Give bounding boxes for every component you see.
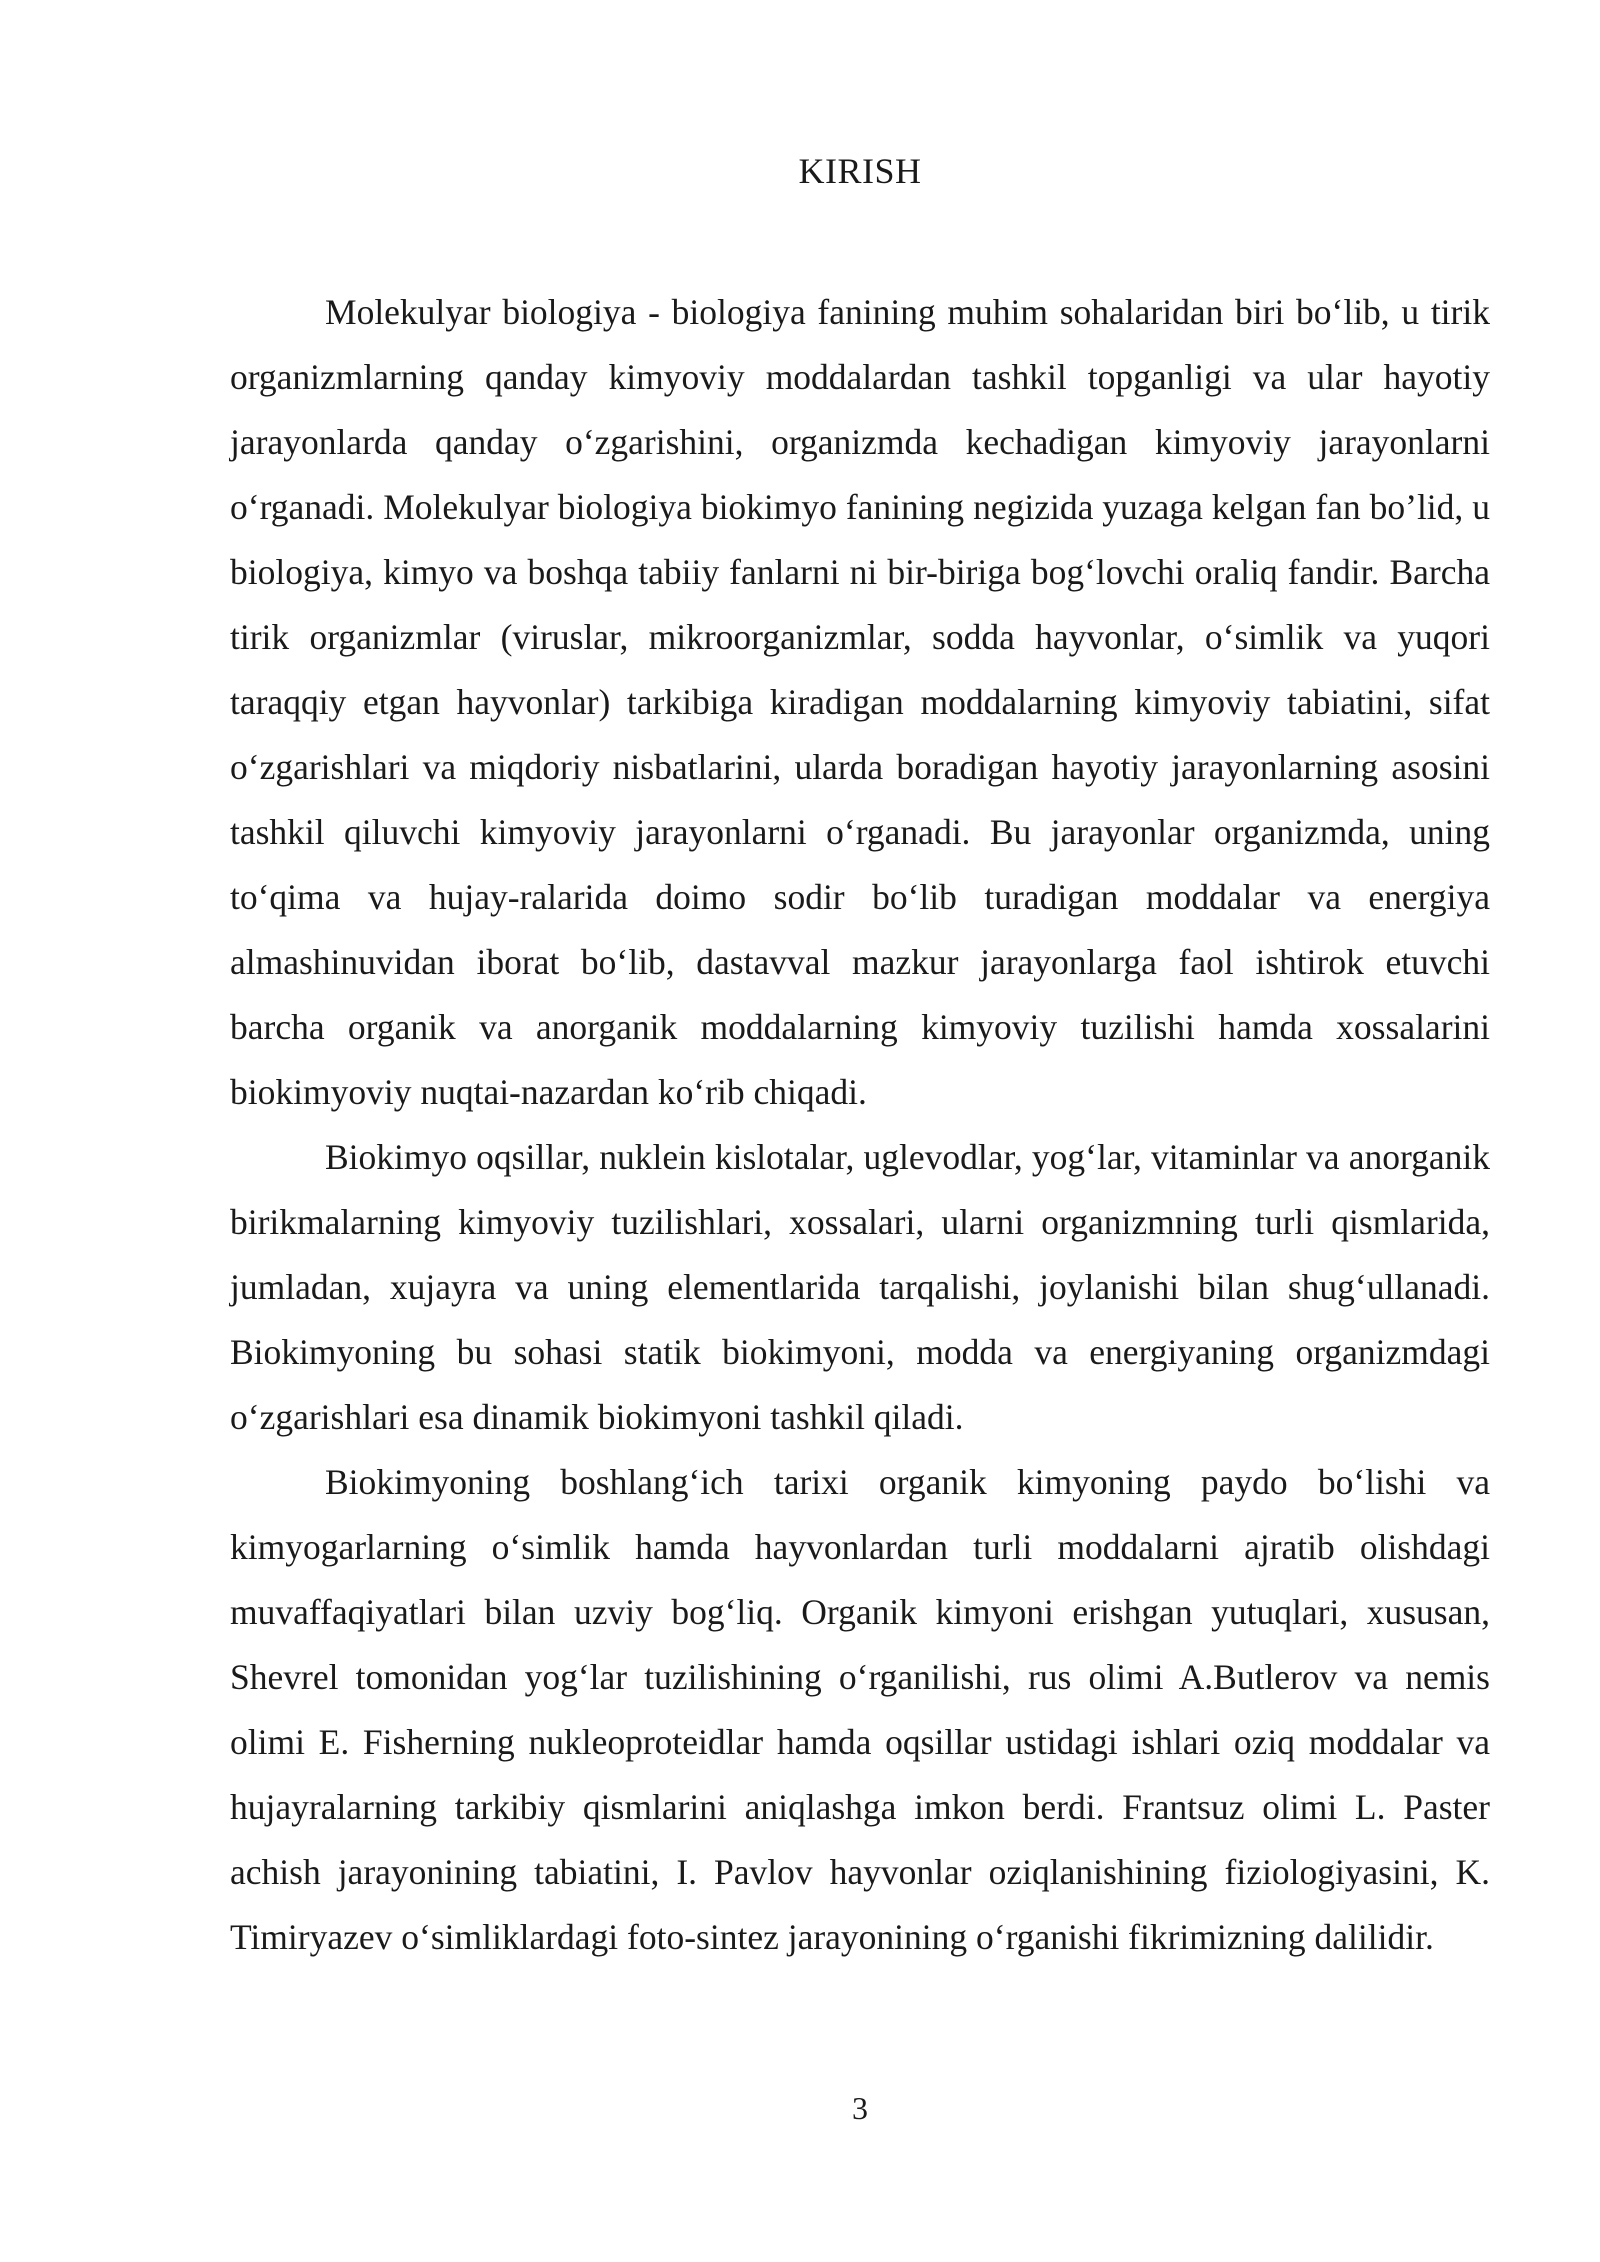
paragraph-2: Biokimyo oqsillar, nuklein kislotalar, uglevodlar, yog‘lar, vitaminlar va anorganik birikmalarning kimyoviy tuzilishlari, xossalari, ularni organizmning turli qismlarida, jumladan, xujayra va uning elementlarida tarqalishi, joylanishi bilan shug‘ullanadi. Biokimyoning bu sohasi statik biokimyoni, modda va energiyaning organizmdagi o‘zgarishlari esa dinamik biokimyoni tashkil qiladi. (230, 1137, 1490, 1437)
paragraph-3: Biokimyoning boshlang‘ich tarixi organik kimyoning paydo bo‘lishi va kimyogarlarning o‘simlik hamda hayvonlardan turli moddalarni ajratib olishdagi muvaffaqiyatlari bilan uzviy bog‘liq. Organik kimyoni erishgan yutuqlari, xususan, Shevrel tomonidan yog‘lar tuzilishining o‘rganilishi, rus olimi A.Butlerov va nemis olimi E. Fisherning nukleoproteidlar hamda oqsillar ustidagi ishlari oziq moddalar va hujayralarning tarkibiy qismlarini aniqlashga imkon berdi. Frantsuz olimi L. Paster achish jarayonining tabiatini, I. Pavlov hayvonlar oziqlanishining fiziologiyasini, K. Timiryazev o‘simliklardagi foto-sintez jarayonining o‘rganishi fikrimizning dalilidir. (230, 1462, 1490, 1957)
paragraph-1: Molekulyar biologiya - biologiya fanining muhim sohalaridan biri bo‘lib, u tirik organizmlarning qanday kimyoviy moddalardan tashkil topganligi va ular hayotiy jarayonlarda qanday o‘zgarishini, organizmda kechadigan kimyoviy jarayonlarni o‘rganadi. Molekulyar biologiya biokimyo fanining negizida yuzaga kelgan fan bo’lid, u biologiya, kimyo va boshqa tabiiy fanlarni ni bir-biriga bog‘lovchi oraliq fandir. Barcha tirik organizmlar (viruslar, mikroorganizmlar, sodda hayvonlar, o‘simlik va yuqori taraqqiy etgan hayvonlar) tarkibiga kiradigan moddalarning kimyoviy tabiatini, sifat o‘zgarishlari va miqdoriy nisbatlarini, ularda boradigan hayotiy jarayonlarning asosini tashkil qiluvchi kimyoviy jarayonlarni o‘rganadi. Bu jarayonlar organizmda, uning to‘qima va hujay-ralarida doimo sodir bo‘lib turadigan moddalar va energiya almashinuvidan iborat bo‘lib, dastavval mazkur jarayonlarga faol ishtirok etuvchi barcha organik va anorganik moddalarning kimyoviy tuzilishi hamda xossalarini biokimyoviy nuqtai-nazardan ko‘rib chiqadi. (230, 292, 1490, 1112)
page-number: 3 (852, 2090, 868, 2126)
page-title: KIRISH (798, 151, 922, 191)
body-text (230, 280, 1490, 1970)
